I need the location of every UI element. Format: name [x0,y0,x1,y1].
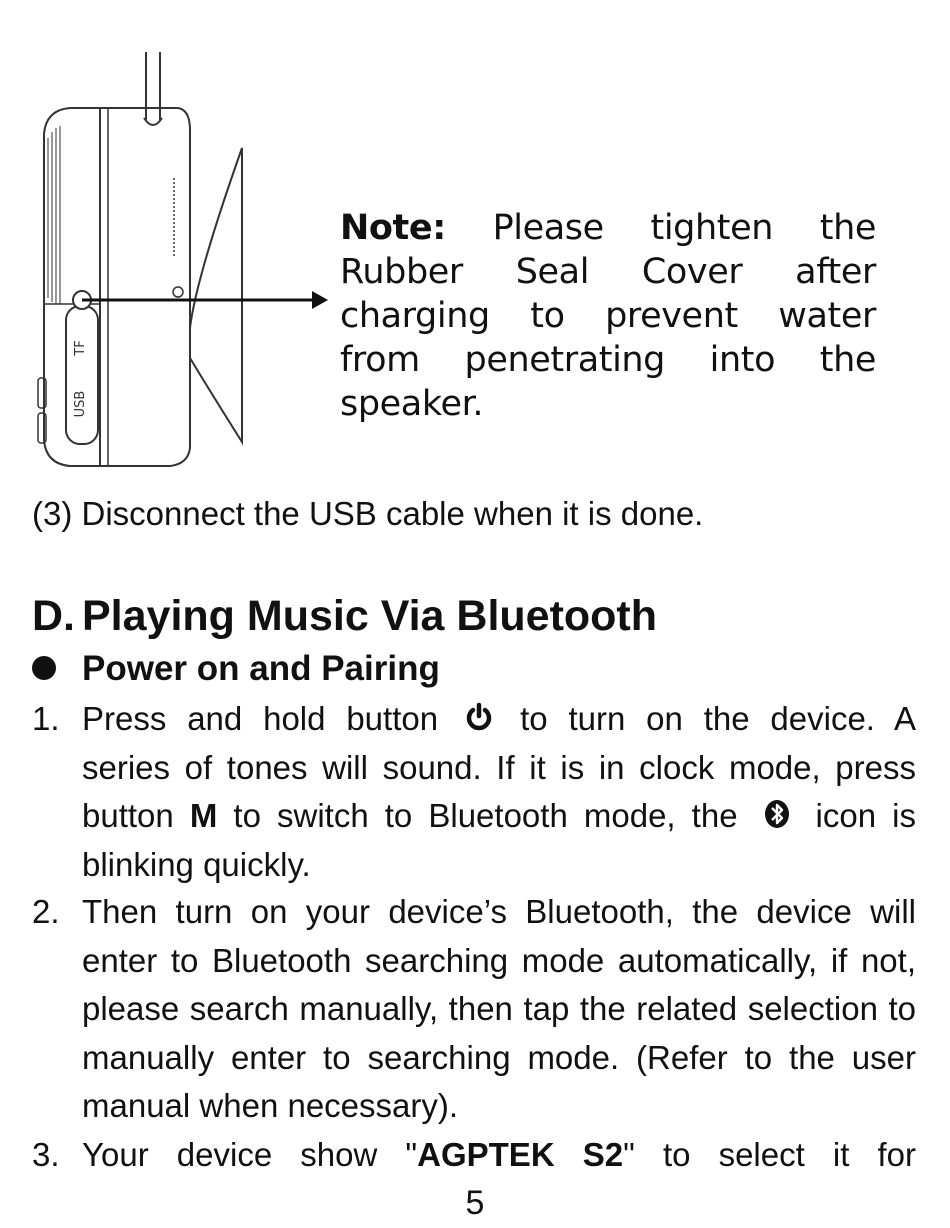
section-heading [32,590,657,642]
list-item [32,1131,916,1180]
list-number: 2. [32,893,60,930]
note-label: Note: [340,208,446,248]
item-text: Then turn on your device’s Bluetooth, the device will enter to Bluetooth searching mode automatically, if not, please search manually, then tap the related selection to manually enter to searching mode. (Refer to the user manual when necessary). [82,893,916,1124]
item-text: to switch to Bluetooth mode, the [233,797,738,834]
section-title: Playing Music Via Bluetooth [82,592,658,640]
speaker-side-illustration [28,48,338,468]
subheading-text: Power on and Pairing [82,649,440,688]
note-paragraph [340,206,876,426]
note-text: Please tighten the Rubber Seal Cover after charging to prevent water from penetrating into the speaker. [340,208,876,424]
device-name: AGPTEK S2 [417,1136,624,1173]
mode-button-label: M [189,797,218,834]
page-number: 5 [465,1184,485,1222]
item-text: icon is blinking quickly. [82,797,916,883]
item-text: " to select it for [623,1136,916,1173]
power-icon [464,702,494,732]
section-letter: D. [32,592,75,640]
item-text: Your device show " [82,1136,418,1173]
list-number: 1. [32,700,60,737]
step-3-disconnect: (3) Disconnect the USB cable when it is done. [32,495,704,532]
list-item [32,695,916,889]
item-text: Press and hold button [82,700,439,737]
item-text: to turn on the device. A series of tones will sound. If it is in clock mode, press button [82,700,916,834]
usb-port-label: USB [73,390,88,418]
bullet-icon [32,656,56,680]
bluetooth-icon [764,799,790,829]
list-number: 3. [32,1136,60,1173]
subheading [32,646,440,692]
list-item [32,888,916,1131]
tf-port-label: TF [73,340,88,356]
